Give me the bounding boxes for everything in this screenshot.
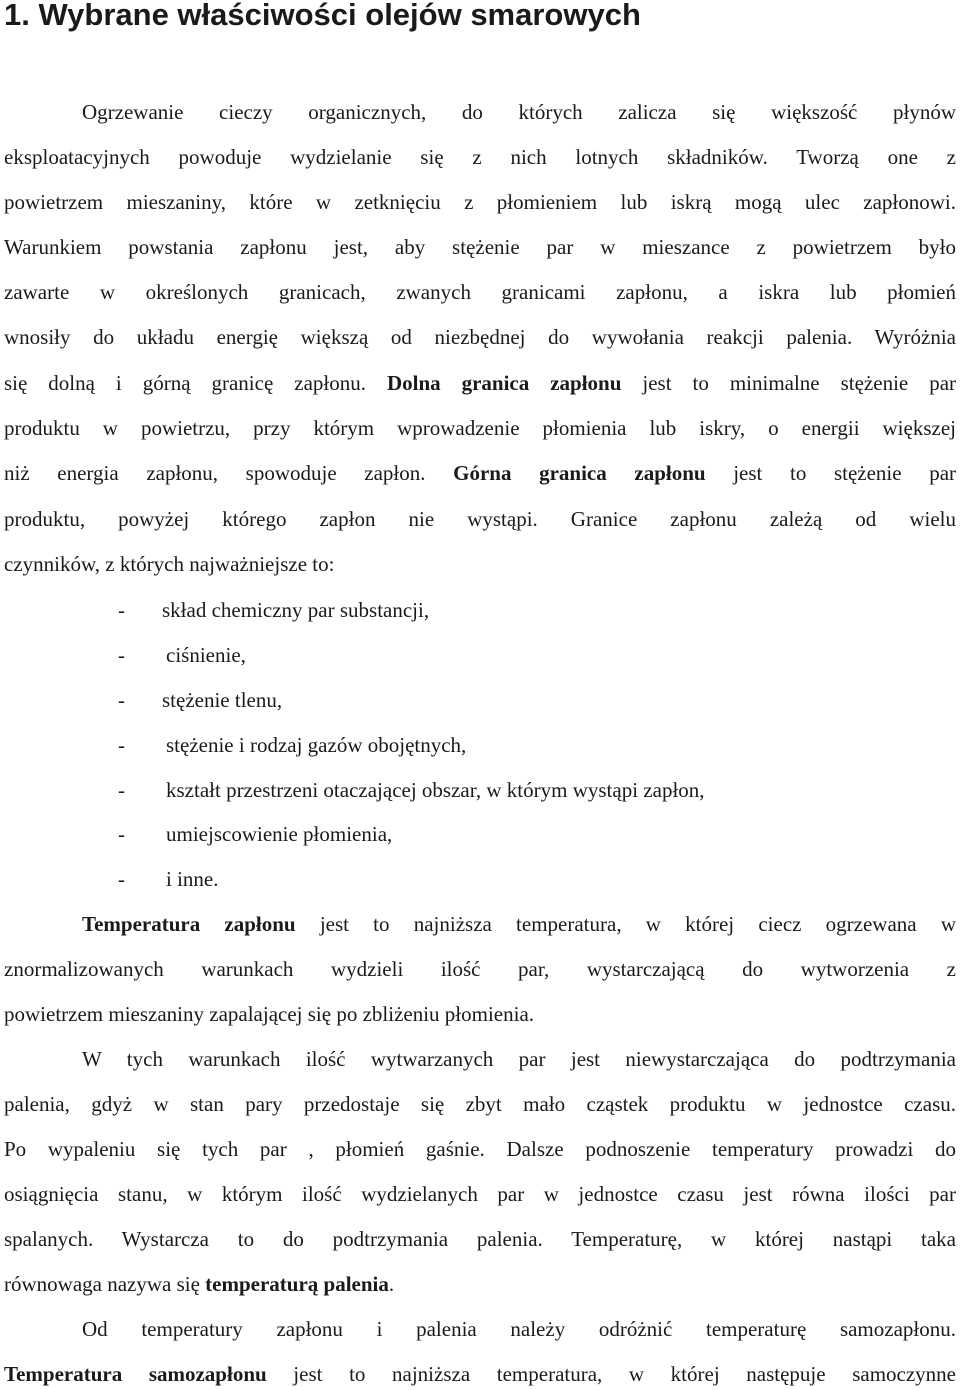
text-line [4,367,956,399]
text-line [4,457,956,489]
term-autoignition-temperature: Temperatura samozapłonu [4,1362,267,1386]
term-fire-point: temperaturą palenia [205,1272,389,1296]
list-dash: - [118,778,125,802]
list-item: stężenie tlenu, [162,688,283,712]
text-segment: się dolną i górną granicę zapłonu. [4,371,387,395]
text-segment: jest to najniższa temperatura, w której następuje samoczynne [266,1362,956,1386]
text-line: W tych warunkach ilość wytwarzanych par jest niewystarczająca do podtrzymania [82,1047,956,1071]
list-item: skład chemiczny par substancji, [162,598,430,622]
list-item: stężenie i rodzaj gazów obojętnych, [166,733,467,757]
text-line [4,1268,956,1300]
list-dash: - [118,733,125,757]
text-line: Ogrzewanie cieczy organicznych, do których zalicza się większość płynów [82,100,956,124]
text-segment: jest to minimalne stężenie par [621,371,956,395]
text-line: powietrzem mieszaniny, które w zetknięciu z płomieniem lub iskrą mogą ulec zapłonowi. [4,190,956,214]
text-line: osiągnięcia stanu, w którym ilość wydzielanych par w jednostce czasu jest równa ilości par [4,1182,956,1206]
list-item: ciśnienie, [166,643,246,667]
text-line: czynników, z których najważniejsze to: [4,552,335,576]
list-item: i inne. [166,867,219,891]
text-line: eksploatacyjnych powoduje wydzielanie się z nich lotnych składników. Tworzą one z [4,145,956,169]
text-line: powietrzem mieszaniny zapalającej się po zbliżeniu płomienia. [4,1002,535,1026]
list-item: umiejscowienie płomienia, [166,822,393,846]
section-heading: 1. Wybrane właściwości olejów smarowych [4,0,641,32]
text-segment: jest to stężenie par [705,461,956,485]
list-dash: - [118,643,125,667]
text-line: produktu w powietrzu, przy którym wprowadzenie płomienia lub iskry, o energii większej [4,416,956,440]
list-dash: - [118,867,125,891]
text-segment: jest to najniższa temperatura, w której ciecz ogrzewana w [295,912,956,936]
text-line: palenia, gdyż w stan pary przedostaje się zbyt mało cząstek produktu w jednostce czasu. [4,1092,956,1116]
text-line [4,1358,956,1390]
text-line: spalanych. Wystarcza to do podtrzymania palenia. Temperaturę, w której nastąpi taka [4,1227,956,1251]
text-line: Po wypaleniu się tych par , płomień gaśnie. Dalsze podnoszenie temperatury prowadzi do [4,1137,956,1161]
text-line [82,908,956,940]
text-line: produktu, powyżej którego zapłon nie wystąpi. Granice zapłonu zależą od wielu [4,507,956,531]
text-segment: równowaga nazywa się [4,1272,206,1296]
term-lower-flammability-limit: Dolna granica zapłonu [386,371,622,395]
text-line: Warunkiem powstania zapłonu jest, aby stężenie par w mieszance z powietrzem było [4,235,956,259]
list-dash: - [118,688,125,712]
term-flash-point: Temperatura zapłonu [82,912,296,936]
list-dash: - [118,598,125,622]
term-upper-flammability-limit: Górna granica zapłonu [453,461,706,485]
text-line: wnosiły do układu energię większą od niezbędnej do wywołania reakcji palenia. Wyróżnia [4,325,956,349]
text-line: znormalizowanych warunkach wydzieli ilość par, wystarczającą do wytworzenia z [4,957,956,981]
text-segment: niż energia zapłonu, spowoduje zapłon. [4,461,454,485]
text-segment: . [388,1272,395,1296]
text-line: Od temperatury zapłonu i palenia należy odróżnić temperaturę samozapłonu. [82,1317,956,1341]
list-dash: - [118,822,125,846]
text-line: zawarte w określonych granicach, zwanych granicami zapłonu, a iskra lub płomień [4,280,956,304]
list-item: kształt przestrzeni otaczającej obszar, w którym wystąpi zapłon, [166,778,705,802]
